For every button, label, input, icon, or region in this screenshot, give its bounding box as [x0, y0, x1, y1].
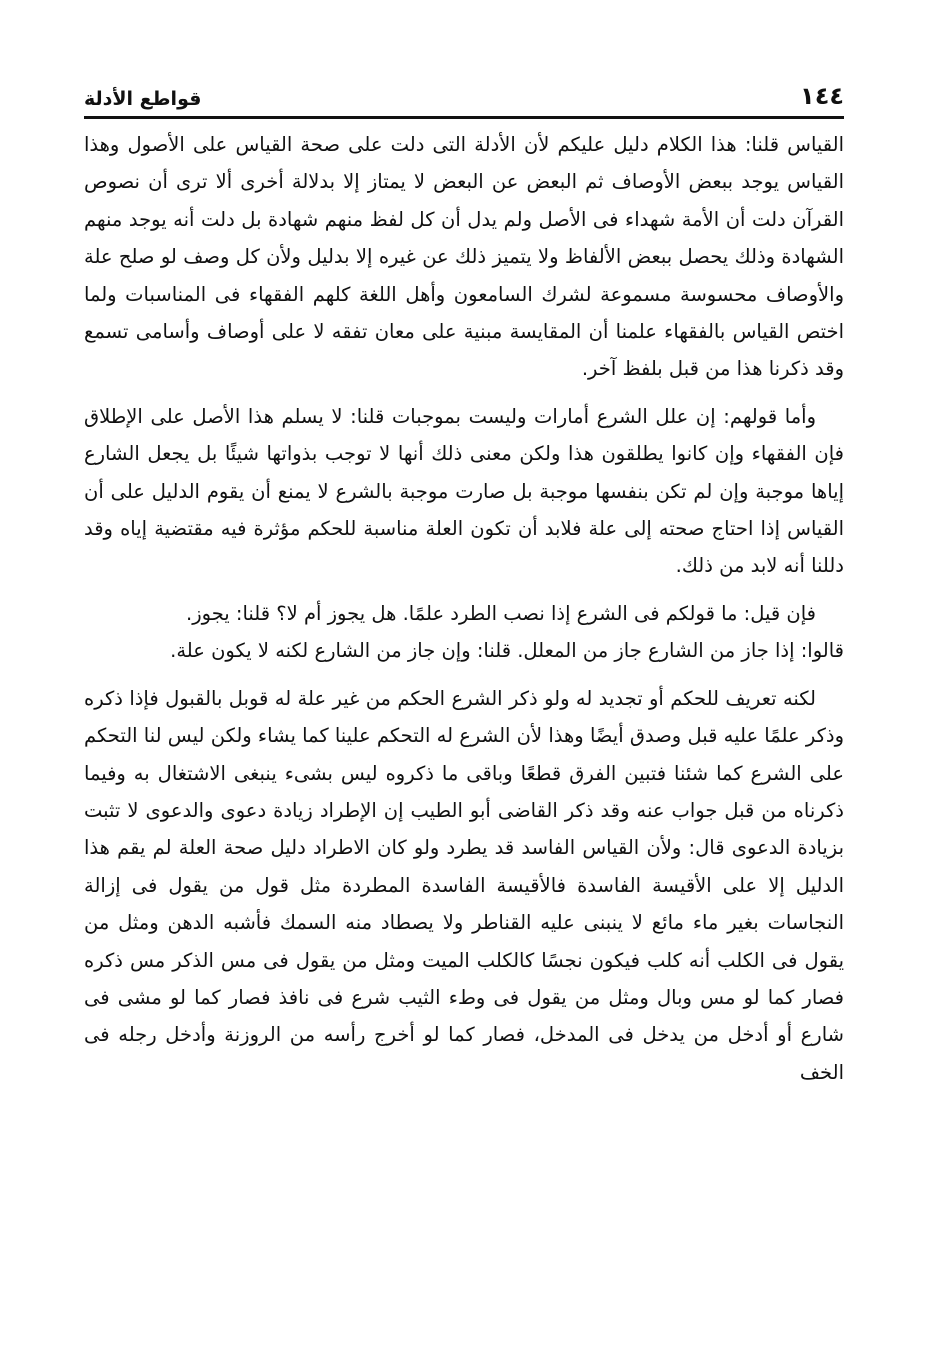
- header-divider: [84, 116, 844, 119]
- running-title: قواطع الأدلة: [84, 88, 202, 110]
- paragraph-lakinnahu: لكنه تعريف للحكم أو تجديد له ولو ذكر الشرع الحكم من غير علة له قوبل بالقبول فإذا ذكره وذكر علمًا عليه قبل وصدق أيضًا وهذا لأن الشرع له التحكم علينا كما يشاء ولكن ليس لنا التحكم على الشرع كما شئنا فتبين الفرق قطعًا وباقى ما ذكروه ليس بشىء ينبغى الاشتغال به وفيما ذكرناه من قبل جواب عنه وقد ذكر القاضى أبو الطيب إن الإطراد زيادة دعوى والدعوى لا تثبت بزيادة الدعوى قال: ولأن القياس الفاسد قد يطرد ولو كان الاطراد دليل صحة العلة لم يقم هذا الدليل إلا على الأقيسة الفاسدة فالأقيسة الفاسدة المطردة مثل قول من يقول فى إزالة النجاسات بغير ماء مائع لا ينبنى عليه القناطر ولا يصطاد منه السمك فأشبه الدهن ومثل من يقول فى الكلب أنه كلب فيكون نجسًا كالكلب الميت ومثل من يقول فى مس الذكر مس ذكره فصار كما لو مس وبال ومثل من يقول فى وطء الثيب شرع فى نافذ فصار كما لو مشى فى شارع أو أدخل من يدخل فى المدخل، فصار كما لو أخرج رأسه من الروزنة وأدخل رجله فى الخف: [84, 686, 844, 1084]
- page-header: [84, 74, 844, 110]
- page-body: [84, 126, 844, 1091]
- paragraph-qalu: قالوا: إذا جاز من الشارع جاز من المعلل. قلنا: وإن جاز من الشارع لكنه لا يكون علة.: [170, 639, 844, 663]
- page-number: ١٤٤: [800, 82, 844, 110]
- paragraph-qiyas: القياس قلنا: هذا الكلام دليل عليكم لأن الأدلة التى دلت على صحة القياس على الأصول وهذا القياس يوجد ببعض الأوصاف ثم البعض عن البعض لا يمتاز إلا بدلالة أخرى ألا ترى أن نصوص القرآن دلت أن الأمة شهداء فى الأصل ولم يدل أن كل لفظ منهم شهادة بل دلت أنه يوجد منهم الشهادة وذلك يحصل ببعض الألفاظ ولا يتميز ذلك عن غيره إلا بدليل ولأن كل وصف لو صلح علة والأوصاف محسوسة مسموعة لشرك السامعون وأهل اللغة كلهم الفقهاء فى المناسبات ولما اختص القياس بالفقهاء علمنا أن المقايسة مبنية على معان تفقه لا على أوصاف وأسامى تسمع وقد ذكرنا هذا من قبل بلفظ آخر.: [84, 133, 844, 381]
- paragraph-wa-amma: وأما قولهم: إن علل الشرع أمارات وليست بموجبات قلنا: لا يسلم هذا الأصل على الإطلاق فإن الفقهاء وإن كانوا يطلقون هذا ولكن معنى ذلك أنها لا توجب بذواتها شيئًا بل يجعل الشارع إياها موجبة وإن لم تكن بنفسها موجبة بل صارت موجبة بالشرع لا يمنع أن يقوم الدليل على أن القياس إذا احتاج صحته إلى علة فلابد أن تكون العلة مناسبة للحكم مؤثرة فيه مقتضية إياه وقد دللنا أنه لابد من ذلك.: [84, 404, 844, 578]
- paragraph-fa-in-qila: فإن قيل: ما قولكم فى الشرع إذا نصب الطرد علمًا. هل يجوز أم لا؟ قلنا: يجوز.: [186, 601, 816, 625]
